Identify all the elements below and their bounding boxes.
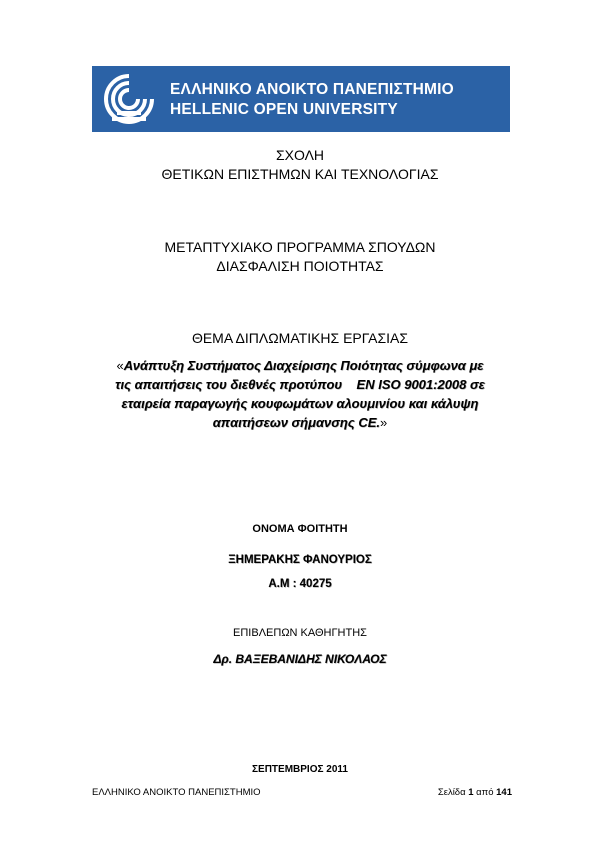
footer-page-number: Σελίδα 1 από 141 bbox=[437, 787, 512, 798]
banner-title-greek: ΕΛΛΗΝΙΚΟ ΑΝΟΙΚΤΟ ΠΑΝΕΠΙΣΤΗΜΙΟ bbox=[170, 81, 454, 98]
program-label: ΜΕΤΑΠΤΥΧΙΑΚΟ ΠΡΟΓΡΑΜΜΑ ΣΠΟΥΔΩΝ bbox=[164, 239, 436, 255]
student-am: Α.Μ : 40275 bbox=[268, 578, 332, 590]
thesis-title-line-3: εταιρεία παραγωγής κουφωμάτων αλουμινίου και κάλυψη bbox=[121, 396, 479, 411]
footer-university: ΕΛΛΗΝΙΚΟ ΑΝΟΙΚΤΟ ΠΑΝΕΠΙΣΤΗΜΙΟ bbox=[92, 787, 261, 798]
submission-date: ΣΕΠΤΕΜΒΡΙΟΣ 2011 bbox=[252, 764, 348, 775]
program-heading bbox=[0, 238, 600, 276]
thesis-title-line-4: απαιτήσεων σήμανσης CE.» bbox=[212, 415, 388, 430]
student-info bbox=[0, 548, 600, 596]
school-heading bbox=[0, 146, 600, 184]
thesis-title-line-1: «Ανάπτυξη Συστήματος Διαχείρισης Ποιότητας σύμφωνα με bbox=[116, 358, 484, 373]
school-label: ΣΧΟΛΗ bbox=[275, 147, 325, 163]
supervisor-label: ΕΠΙΒΛΕΠΩΝ ΚΑΘΗΓΗΤΗΣ bbox=[233, 627, 367, 639]
thesis-label: ΘΕΜΑ ΔΙΠΛΩΜΑΤΙΚΗΣ ΕΡΓΑΣΙΑΣ bbox=[191, 330, 409, 346]
thesis-title-line-2: τις απαιτήσεις του διεθνές προτύπου EN ISO 9001:2008 σε bbox=[115, 377, 485, 392]
school-name: ΘΕΤΙΚΩΝ ΕΠΙΣΤΗΜΩΝ ΚΑΙ ΤΕΧΝΟΛΟΓΙΑΣ bbox=[161, 166, 439, 182]
close-quote: » bbox=[380, 415, 388, 430]
university-banner bbox=[92, 66, 510, 132]
supervisor-name: Δρ. ΒΑΞΕΒΑΝΙΔΗΣ ΝΙΚΟΛΑΟΣ bbox=[213, 652, 387, 666]
program-name: ΔΙΑΣΦΑΛΙΣΗ ΠΟΙΟΤΗΤΑΣ bbox=[216, 258, 384, 274]
open-quote: « bbox=[116, 358, 124, 373]
thesis-title bbox=[0, 356, 600, 432]
total-pages: 141 bbox=[496, 787, 512, 798]
banner-title bbox=[170, 80, 454, 120]
current-page: 1 bbox=[468, 787, 474, 798]
student-label: ΟΝΟΜΑ ΦΟΙΤΗΤΗ bbox=[252, 523, 348, 535]
student-name: ΞΗΜΕΡΑΚΗΣ ΦΑΝΟΥΡΙΟΣ bbox=[228, 554, 372, 566]
hellenic-open-university-logo bbox=[100, 72, 158, 126]
banner-title-english: HELLENIC OPEN UNIVERSITY bbox=[170, 101, 398, 118]
